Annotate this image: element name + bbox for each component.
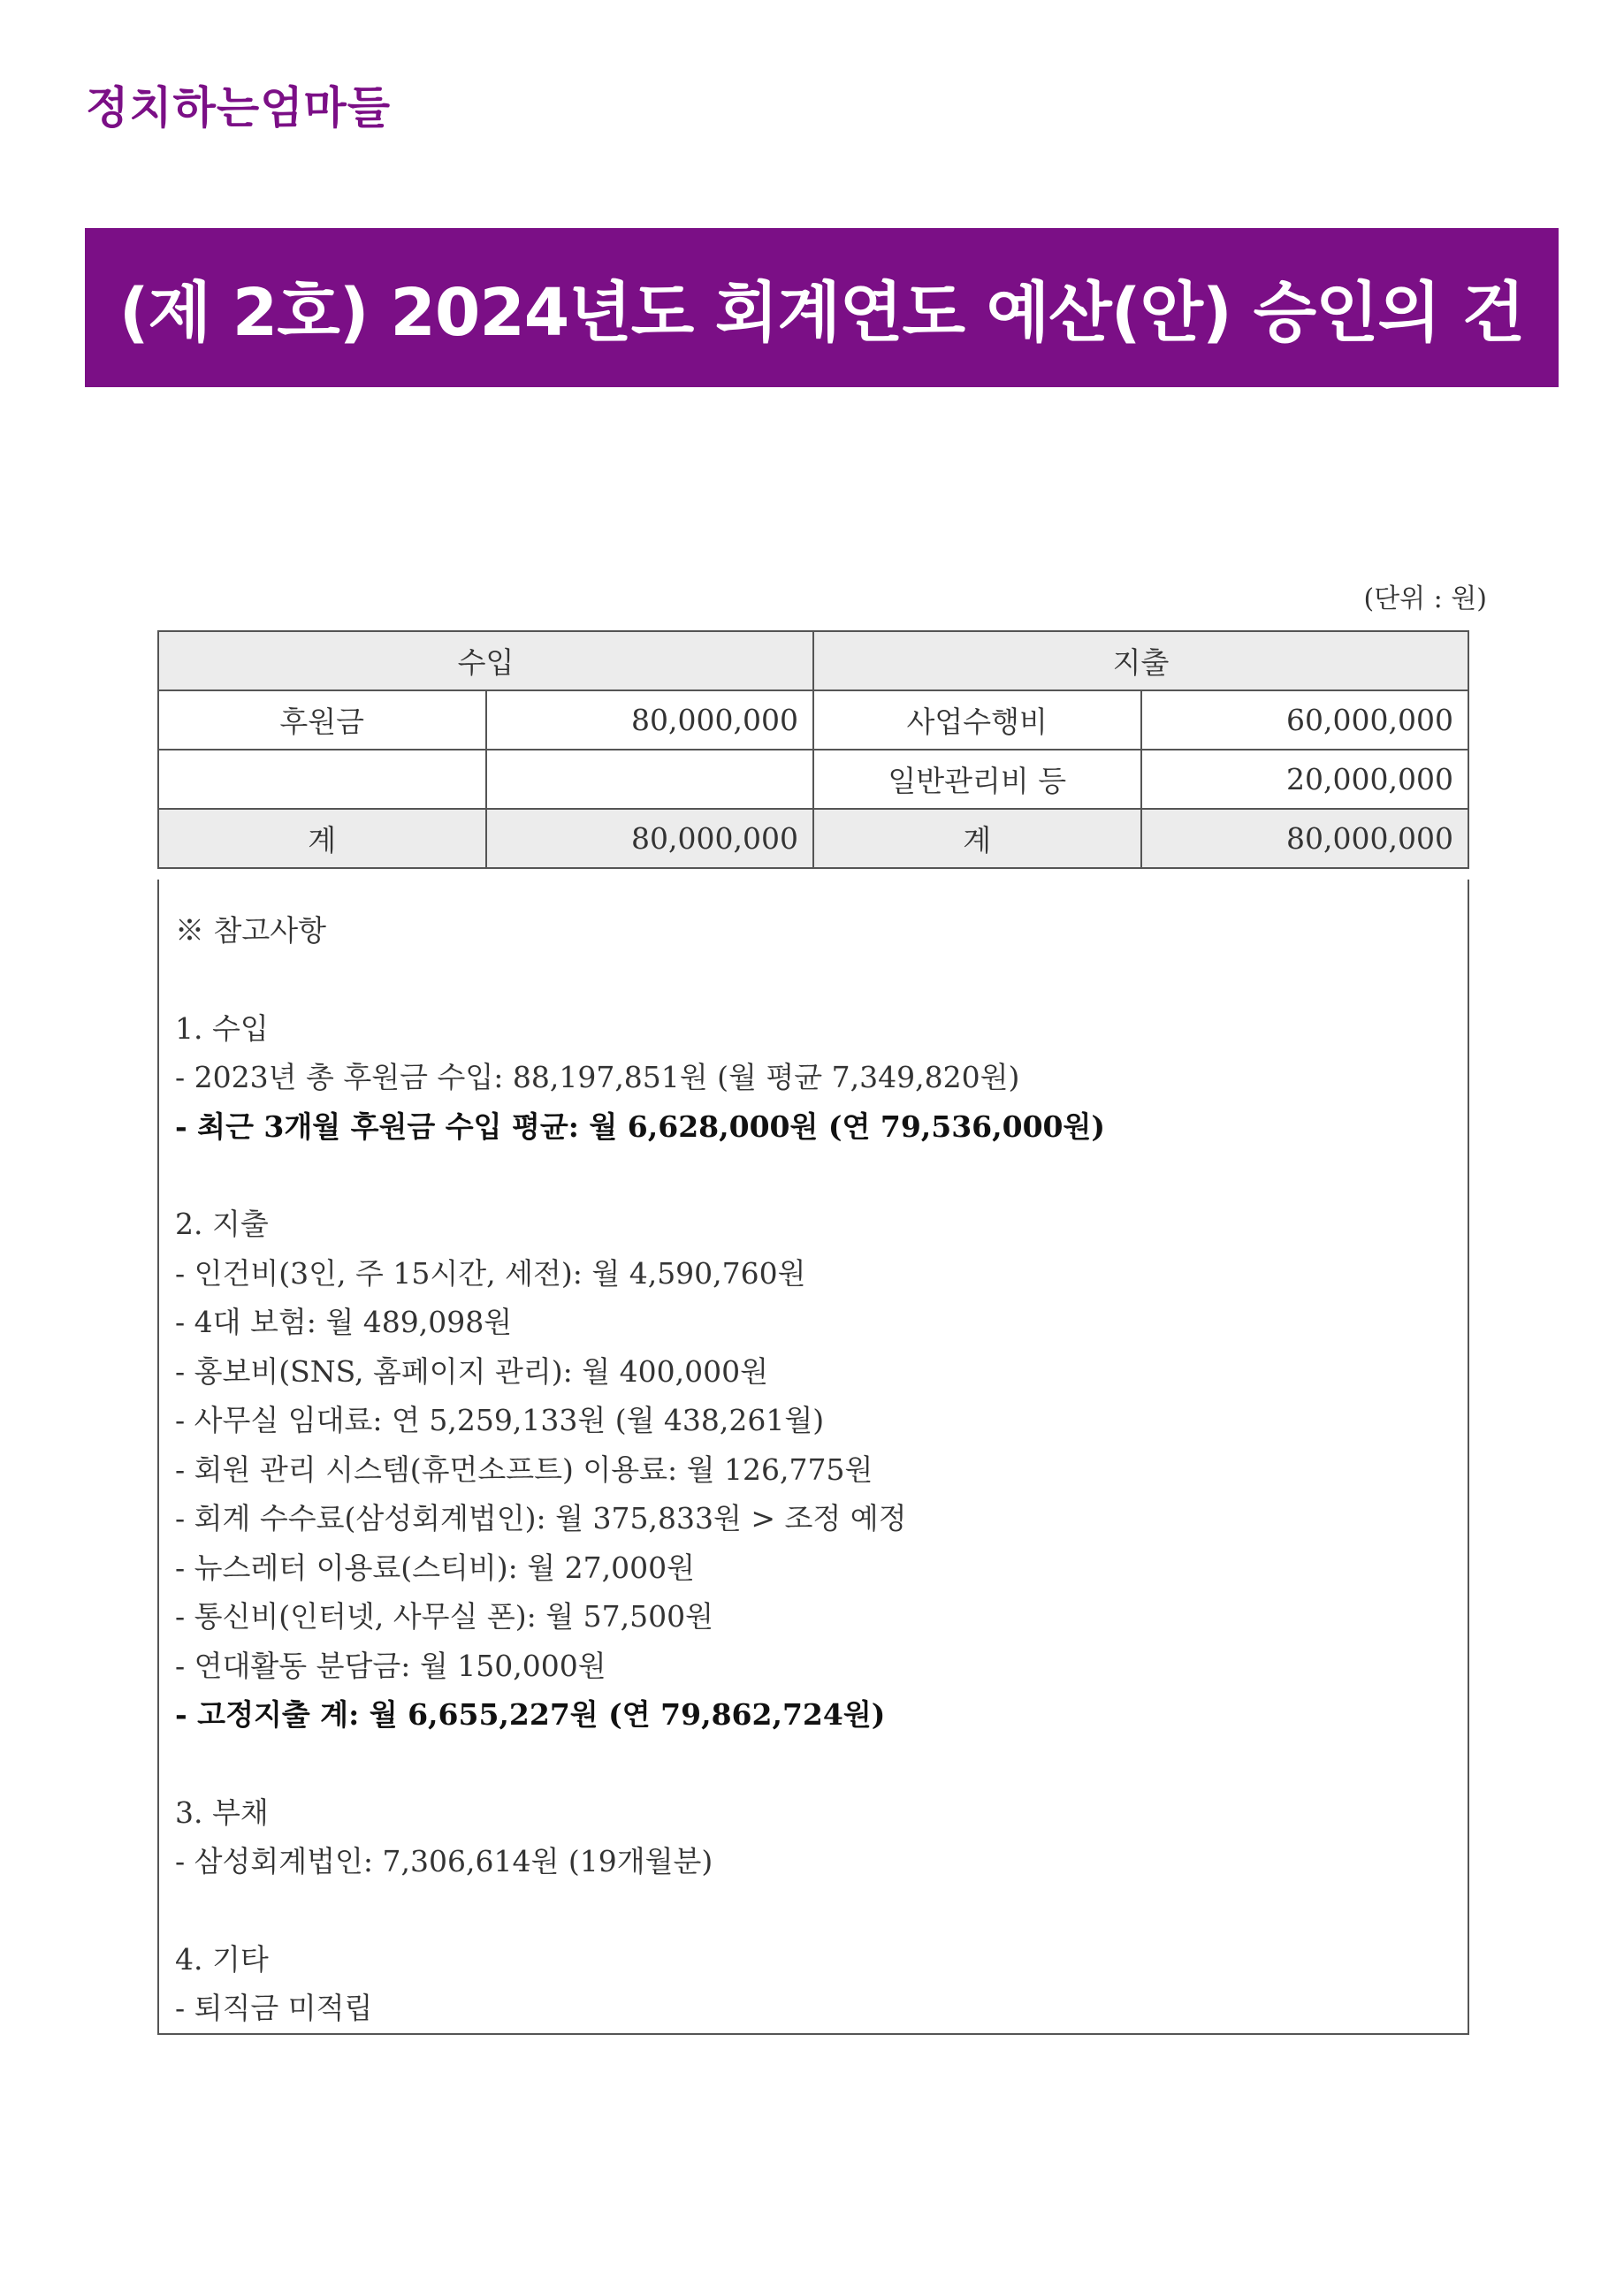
table-header-row (158, 631, 1468, 690)
list-item: - 회원 관리 시스템(휴먼소프트) 이용료: 월 126,775원 (175, 1451, 873, 1487)
title-banner (85, 228, 1559, 387)
list-item: - 홍보비(SNS, 홈페이지 관리): 월 400,000원 (175, 1353, 768, 1389)
table-total-row (158, 809, 1468, 868)
income-item: 후원금 (158, 690, 486, 750)
expense-header: 지출 (813, 631, 1468, 690)
list-item: - 회계 수수료(삼성회계법인): 월 375,833원 > 조정 예정 (175, 1501, 907, 1535)
section-title-debt: 3. 부채 (175, 1794, 269, 1830)
income-header: 수입 (158, 631, 813, 690)
section-title-expense: 2. 지출 (175, 1207, 269, 1241)
notes-heading: ※ 참고사항 (175, 913, 327, 948)
list-item-highlight: - 고정지출 계: 월 6,655,227원 (연 79,862,724원) (175, 1697, 886, 1732)
budget-table (157, 630, 1469, 869)
list-item: - 사무실 임대료: 연 5,259,133원 (월 438,261월) (175, 1403, 825, 1437)
list-item: - 퇴직금 미적립 (175, 1991, 373, 2025)
expense-item: 사업수행비 (813, 690, 1141, 750)
notes-section (157, 880, 1469, 2035)
list-item: - 2023년 총 후원금 수입: 88,197,851원 (월 평균 7,349,820원) (175, 1060, 1020, 1094)
unit-label: (단위 : 원) (1363, 583, 1487, 614)
table-row (158, 690, 1468, 750)
list-item: - 연대활동 분담금: 월 150,000원 (175, 1648, 606, 1683)
income-total-amount: 80,000,000 (486, 809, 814, 868)
list-item: - 삼성회계법인: 7,306,614원 (19개월분) (175, 1844, 713, 1878)
income-amount: 80,000,000 (486, 690, 814, 750)
expense-item: 일반관리비 등 (813, 750, 1141, 809)
income-item (158, 750, 486, 809)
brand-logo-text: 정치하는엄마들 (86, 82, 392, 133)
section-title-income: 1. 수입 (175, 1010, 269, 1046)
page-title: (제 2호) 2024년도 회계연도 예산(안) 승인의 건 (118, 275, 1525, 351)
list-item: - 통신비(인터넷, 사무실 폰): 월 57,500원 (175, 1599, 713, 1634)
expense-total-label: 계 (813, 809, 1141, 868)
expense-amount: 20,000,000 (1141, 750, 1469, 809)
table-row (158, 750, 1468, 809)
list-item-highlight: - 최근 3개월 후원금 수입 평균: 월 6,628,000원 (연 79,536,000원) (175, 1109, 1106, 1144)
expense-total-amount: 80,000,000 (1141, 809, 1469, 868)
section-title-other: 4. 기타 (175, 1941, 269, 1977)
income-total-label: 계 (158, 809, 486, 868)
expense-amount: 60,000,000 (1141, 690, 1469, 750)
list-item: - 뉴스레터 이용료(스티비): 월 27,000원 (175, 1550, 695, 1585)
list-item: - 인건비(3인, 주 15시간, 세전): 월 4,590,760원 (175, 1255, 806, 1291)
income-amount (486, 750, 814, 809)
list-item: - 4대 보험: 월 489,098원 (175, 1305, 513, 1339)
